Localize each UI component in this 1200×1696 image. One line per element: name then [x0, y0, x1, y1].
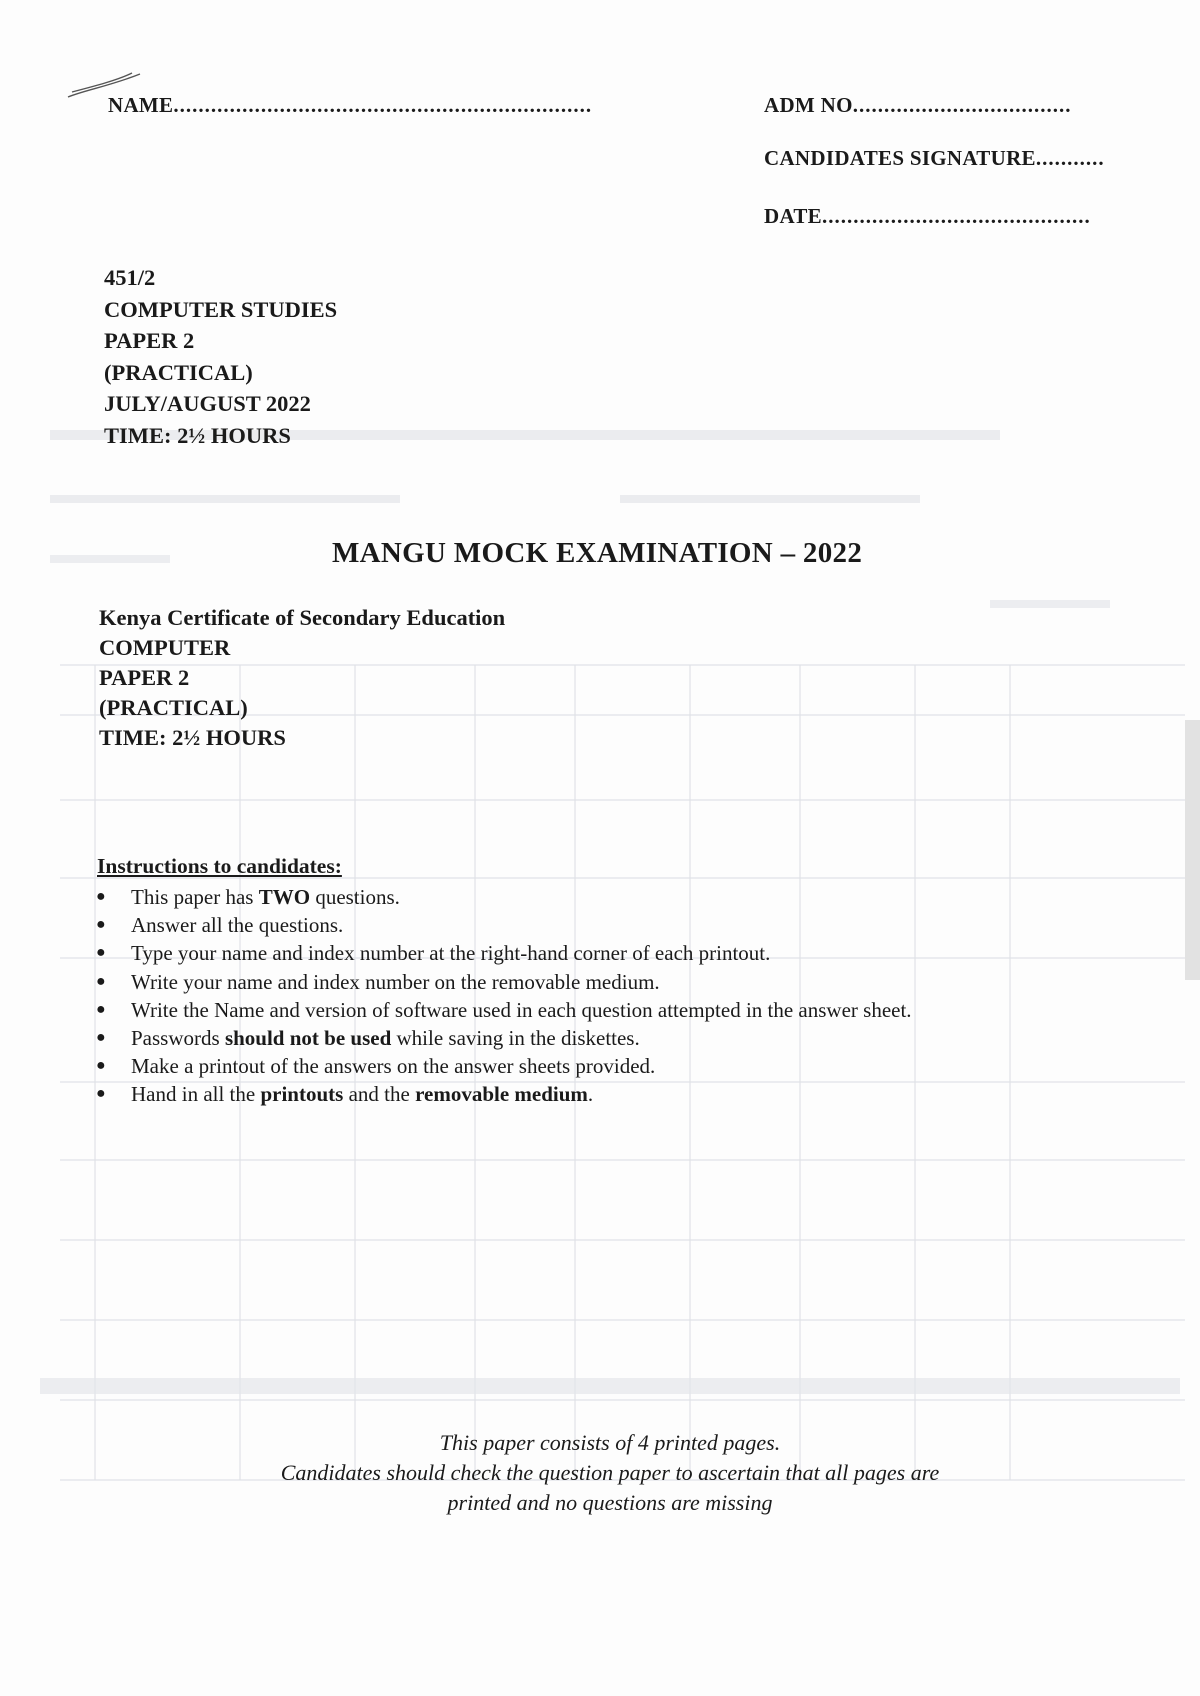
date-field [764, 204, 1091, 229]
kcse-block [99, 603, 505, 753]
adm-no-dots: ................................... [852, 93, 1072, 117]
paper-mode: (PRACTICAL) [104, 359, 253, 385]
bullet-icon: ● [96, 1057, 106, 1075]
instruction-item: ● Hand in all the printouts and the removable medium. [96, 1080, 912, 1108]
signature-field [764, 146, 1105, 171]
kcse-time: TIME: 2½ HOURS [99, 725, 286, 750]
name-field [108, 93, 592, 118]
name-label: NAME [108, 93, 174, 117]
paper-code: 451/2 [104, 265, 156, 290]
date-label: DATE [764, 204, 822, 228]
bullet-icon: ● [96, 1085, 106, 1103]
bullet-icon: ● [96, 972, 106, 990]
bullet-icon: ● [96, 1029, 106, 1047]
bullet-icon: ● [96, 916, 106, 934]
instruction-item: ● Write the Name and version of software used in each question attempted in the answer sheet. [96, 996, 912, 1024]
signature-dots: ........... [1035, 146, 1105, 170]
footer-note [200, 1428, 1020, 1518]
bullet-icon: ● [96, 944, 106, 962]
footer-line-2: Candidates should check the question paper to ascertain that all pages are [280, 1460, 940, 1485]
bullet-icon: ● [96, 1000, 106, 1018]
paper-info-block [104, 262, 337, 451]
instruction-item: ● Answer all the questions. [96, 911, 912, 939]
signature-label: CANDIDATES SIGNATURE [764, 146, 1036, 170]
instruction-item: ● Passwords should not be used while saving in the diskettes. [96, 1024, 912, 1052]
paper-time: TIME: 2½ HOURS [104, 422, 291, 448]
adm-no-field [764, 93, 1071, 118]
kcse-certificate: Kenya Certificate of Secondary Education [99, 605, 506, 630]
instruction-item: ● This paper has TWO questions. [96, 883, 912, 911]
footer-line-1: This paper consists of 4 printed pages. [439, 1430, 781, 1455]
paper-session: JULY/AUGUST 2022 [104, 391, 311, 416]
exam-title: MANGU MOCK EXAMINATION – 2022 [332, 537, 863, 569]
name-dots: ................................................................... [173, 93, 593, 117]
paper-number: PAPER 2 [104, 328, 195, 353]
kcse-paper: PAPER 2 [99, 665, 190, 690]
kcse-subject: COMPUTER [99, 635, 231, 660]
date-dots: ........................................... [822, 204, 1091, 228]
kcse-mode: (PRACTICAL) [99, 695, 248, 720]
footer-line-3: printed and no questions are missing [447, 1490, 773, 1515]
instructions-list [96, 883, 912, 1109]
instruction-item: ● Type your name and index number at the right-hand corner of each printout. [96, 939, 912, 967]
instructions-heading: Instructions to candidates: [97, 854, 342, 878]
instruction-item: ● Write your name and index number on the removable medium. [96, 968, 912, 996]
adm-no-label: ADM NO [764, 93, 853, 117]
paper-subject: COMPUTER STUDIES [104, 296, 338, 322]
bullet-icon: ● [96, 888, 106, 905]
instruction-item: ● Make a printout of the answers on the answer sheets provided. [96, 1052, 912, 1080]
